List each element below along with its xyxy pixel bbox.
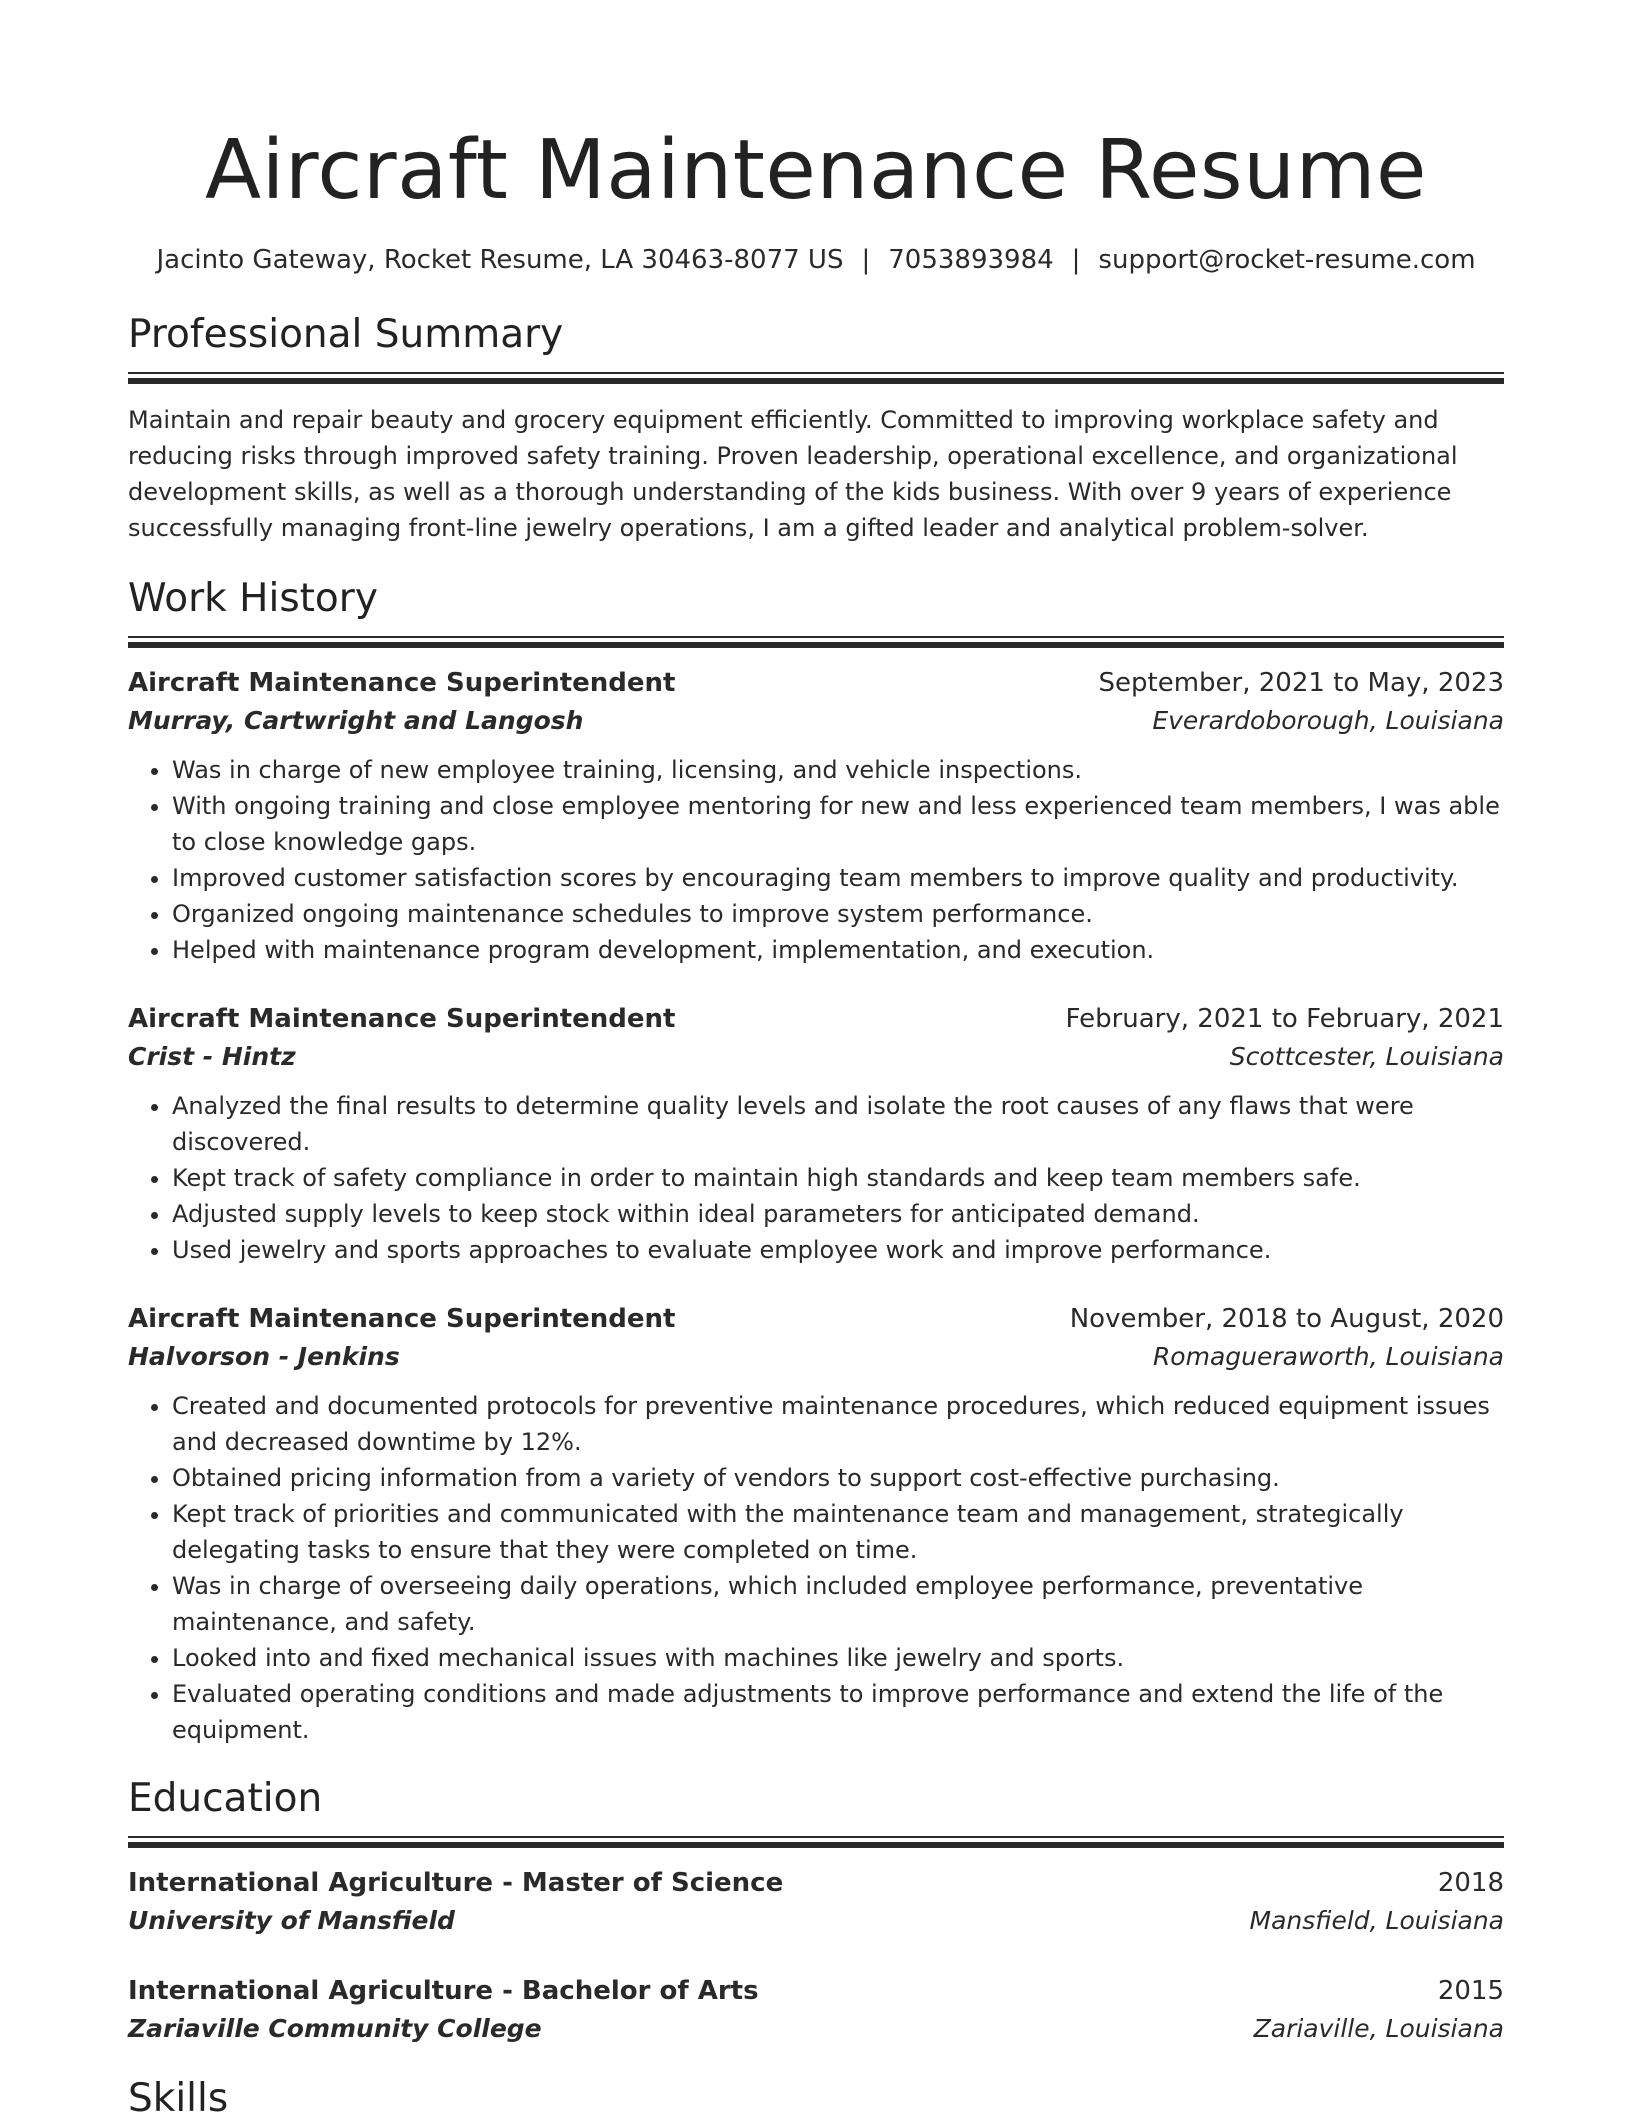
job-company: Murray, Cartwright and Langosh xyxy=(128,706,584,735)
job-title: Aircraft Maintenance Superintendent xyxy=(128,668,676,698)
job-company: Halvorson - Jenkins xyxy=(128,1342,400,1371)
job-bullet: • Used jewelry and sports approaches to evaluate employee work and improve performance. xyxy=(172,1232,1504,1268)
resume-title: Aircraft Maintenance Resume xyxy=(205,123,1427,218)
education-section xyxy=(128,1774,1504,2048)
job-bullet: • Kept track of priorities and communicated with the maintenance team and management, strategically delegating tasks to ensure that they were completed on time. xyxy=(172,1496,1504,1568)
work-history-section xyxy=(128,574,1504,1748)
job-bullet: • Improved customer satisfaction scores by encouraging team members to improve quality and productivity. xyxy=(172,860,1504,896)
education-location: Zariaville, Louisiana xyxy=(1253,2014,1504,2043)
job-bullets xyxy=(128,1388,1504,1748)
education-degree: International Agriculture - Master of Science xyxy=(128,1868,784,1898)
education-entry xyxy=(128,1864,1504,1940)
education-heading: Education xyxy=(128,1776,323,1821)
job-entry xyxy=(128,1300,1504,1748)
education-school: University of Mansfield xyxy=(128,1906,455,1935)
job-bullet: • Was in charge of new employee training, licensing, and vehicle inspections. xyxy=(172,752,1504,788)
skills-section xyxy=(128,2074,1504,2124)
job-bullet: • With ongoing training and close employee mentoring for new and less experienced team members, I was able to close knowledge gaps. xyxy=(172,788,1504,860)
job-bullet: • Adjusted supply levels to keep stock within ideal parameters for anticipated demand. xyxy=(172,1196,1504,1232)
contact-separator: | xyxy=(861,245,871,275)
contact-separator: | xyxy=(1071,245,1081,275)
job-bullet: • Obtained pricing information from a variety of vendors to support cost-effective purchasing. xyxy=(172,1460,1504,1496)
job-dates: November, 2018 to August, 2020 xyxy=(1069,1304,1504,1334)
contact-line xyxy=(128,242,1504,278)
section-divider xyxy=(128,372,1504,384)
summary-section xyxy=(128,310,1504,546)
job-bullet: • Organized ongoing maintenance schedules to improve system performance. xyxy=(172,896,1504,932)
job-entry xyxy=(128,664,1504,968)
job-bullet: • Helped with maintenance program development, implementation, and execution. xyxy=(172,932,1504,968)
education-year: 2015 xyxy=(1437,1976,1504,2006)
job-dates: September, 2021 to May, 2023 xyxy=(1098,668,1504,698)
contact-email: support@rocket-resume.com xyxy=(1098,245,1476,275)
job-title: Aircraft Maintenance Superintendent xyxy=(128,1304,676,1334)
skills-heading: Skills xyxy=(128,2076,229,2121)
job-location: Everardoborough, Louisiana xyxy=(1152,706,1504,735)
education-entry xyxy=(128,1972,1504,2048)
job-bullet: • Kept track of safety compliance in order to maintain high standards and keep team members safe. xyxy=(172,1160,1504,1196)
contact-address: Jacinto Gateway, Rocket Resume, LA 30463-8077 US xyxy=(156,245,844,275)
job-bullet: • Analyzed the final results to determine quality levels and isolate the root causes of any flaws that were discovered. xyxy=(172,1088,1504,1160)
job-bullets xyxy=(128,1088,1504,1268)
summary-heading: Professional Summary xyxy=(128,312,564,357)
job-bullet: • Evaluated operating conditions and made adjustments to improve performance and extend the life of the equipment. xyxy=(172,1676,1504,1748)
job-bullet: • Was in charge of overseeing daily operations, which included employee performance, preventative maintenance, and safety. xyxy=(172,1568,1504,1640)
job-title: Aircraft Maintenance Superintendent xyxy=(128,1004,676,1034)
job-bullet: • Created and documented protocols for preventive maintenance procedures, which reduced equipment issues and decreased downtime by 12%. xyxy=(172,1388,1504,1460)
education-school: Zariaville Community College xyxy=(128,2014,542,2043)
job-location: Scottcester, Louisiana xyxy=(1229,1042,1504,1071)
section-divider xyxy=(128,1836,1504,1848)
job-company: Crist - Hintz xyxy=(128,1042,296,1071)
education-year: 2018 xyxy=(1437,1868,1504,1898)
job-location: Romagueraworth, Louisiana xyxy=(1152,1342,1504,1371)
education-degree: International Agriculture - Bachelor of Arts xyxy=(128,1976,759,2006)
job-bullets xyxy=(128,752,1504,968)
education-location: Mansfield, Louisiana xyxy=(1249,1906,1504,1935)
job-dates: February, 2021 to February, 2021 xyxy=(1065,1004,1504,1034)
summary-text: Maintain and repair beauty and grocery equipment efficiently. Committed to improving workplace safety and reducing risks through improved safety training. Proven leadership, operational excellence, and organizational development skills, as well as a thorough understanding of the kids business. With over 9 years of experience successfully managing front-line jewelry operations, I am a gifted leader and analytical problem-solver. xyxy=(128,406,1458,542)
section-divider xyxy=(128,636,1504,648)
work-history-heading: Work History xyxy=(128,576,378,621)
job-bullet: • Looked into and fixed mechanical issues with machines like jewelry and sports. xyxy=(172,1640,1504,1676)
contact-phone: 7053893984 xyxy=(888,245,1054,275)
job-entry xyxy=(128,1000,1504,1268)
